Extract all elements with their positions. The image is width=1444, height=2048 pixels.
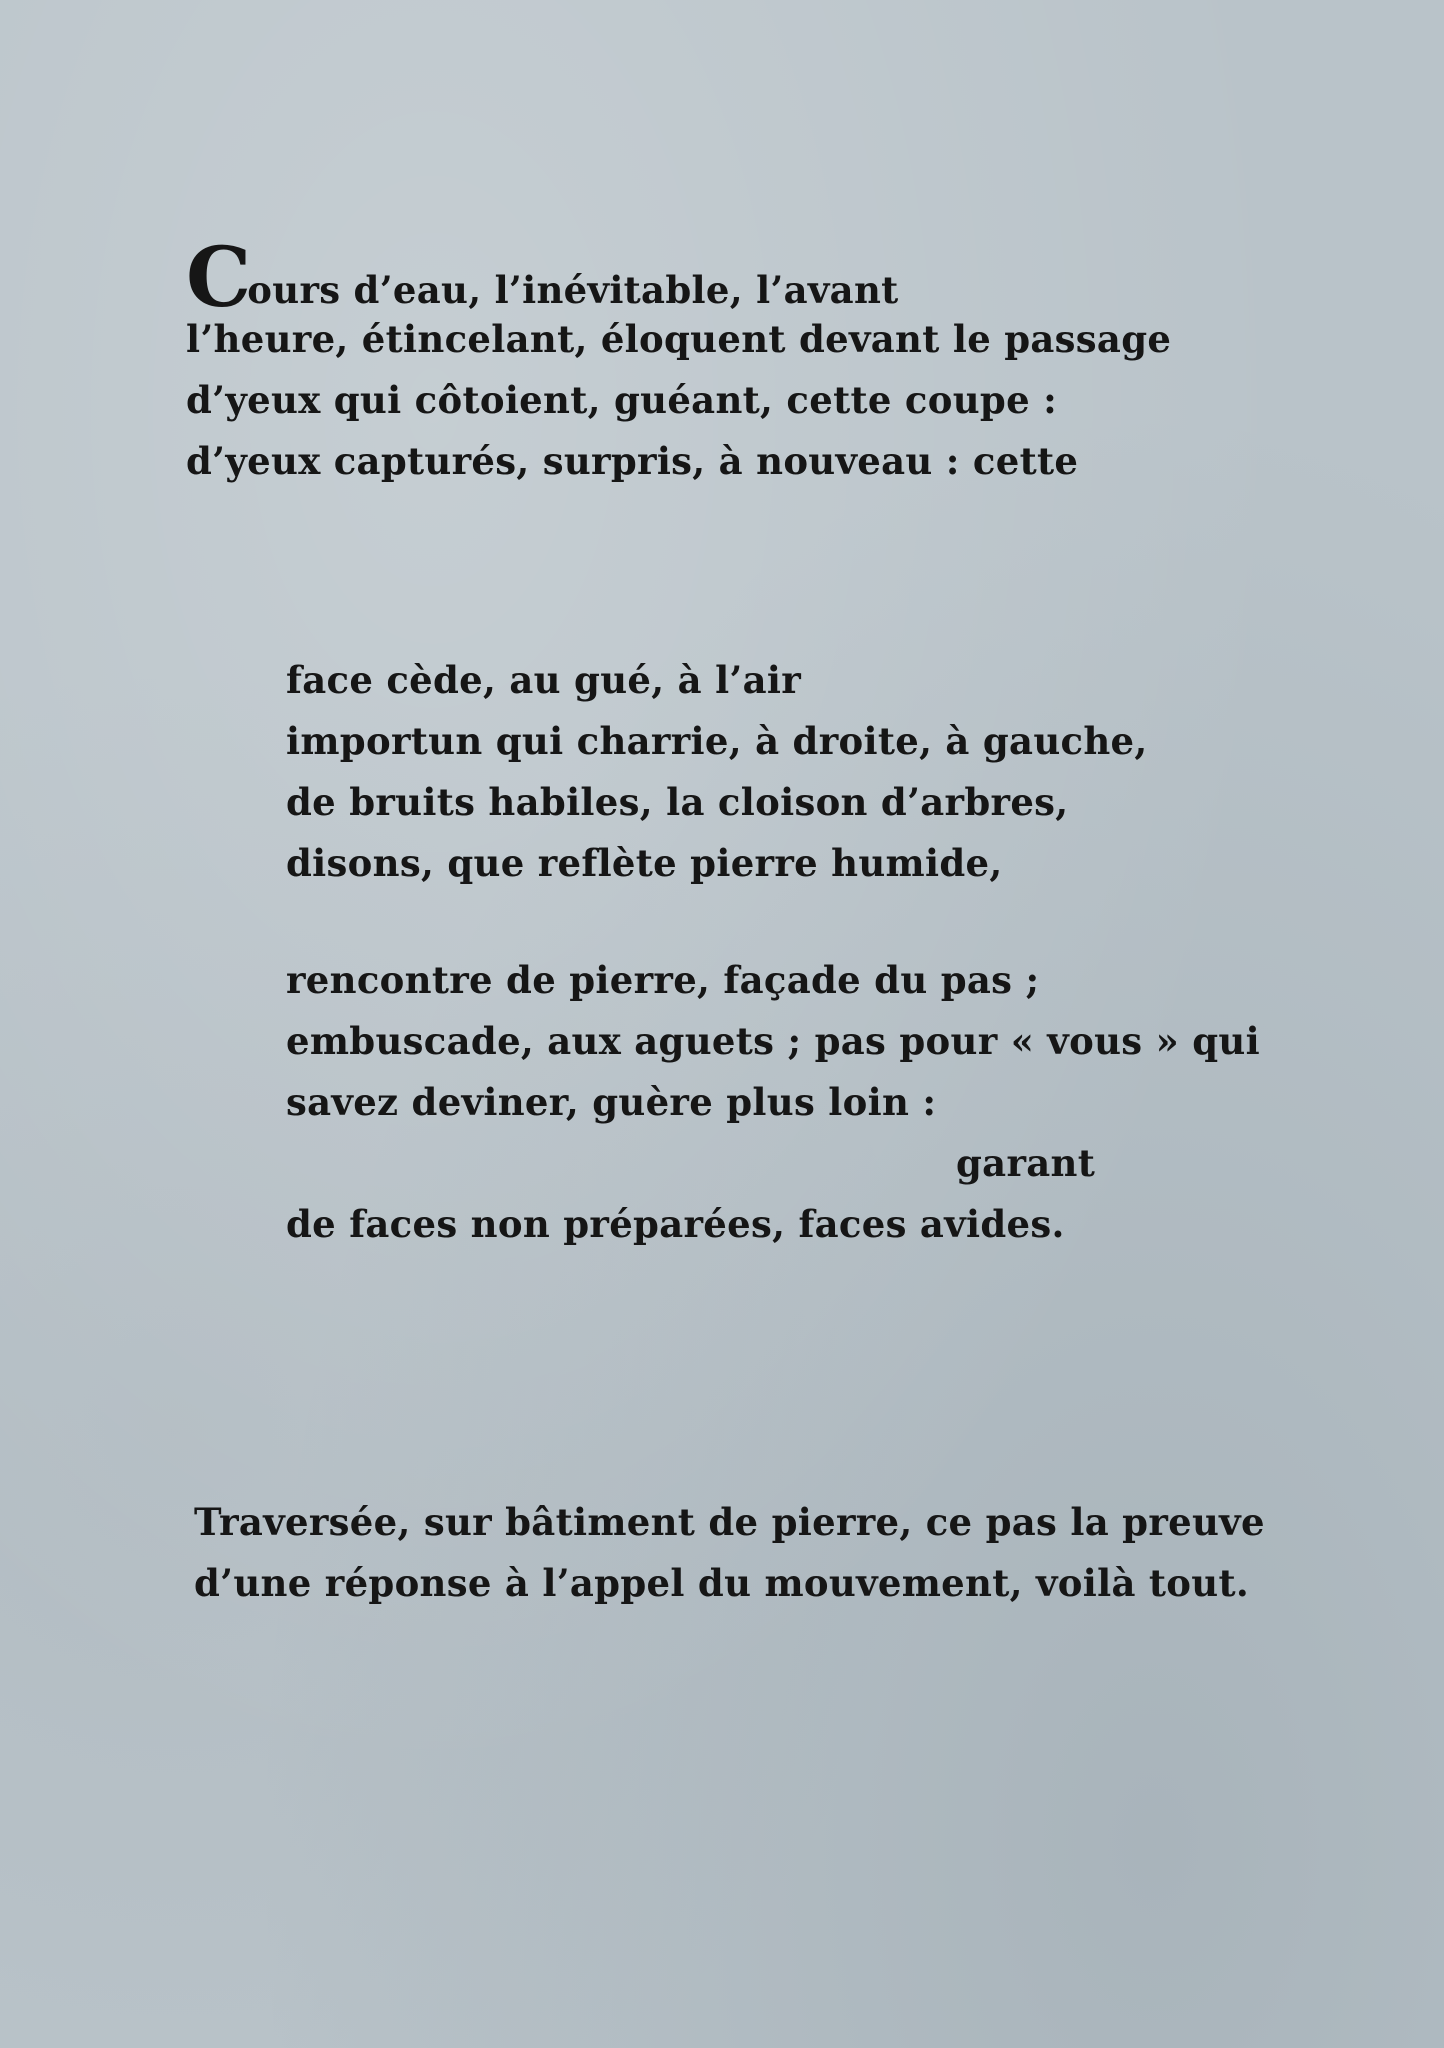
stanza-4-line-1: Traversée, sur bâtiment de pierre, ce pas la preuve [194, 1500, 1265, 1544]
stanza-2-line-3: de bruits habiles, la cloison d’arbres, [286, 780, 1069, 824]
stanza-4-line-2: d’une réponse à l’appel du mouvement, voilà tout. [194, 1561, 1250, 1605]
stanza-3-line-3: savez deviner, guère plus loin : [286, 1080, 937, 1124]
stanza-3-line-2: embuscade, aux aguets ; pas pour « vous » qui [286, 1019, 1260, 1063]
stanza-1-line-1-text: ours d’eau, l’inévitable, l’avant [247, 268, 899, 312]
stanza-3-line-1: rencontre de pierre, façade du pas ; [286, 958, 1040, 1002]
stanza-2-line-4: disons, que reflète pierre humide, [286, 841, 1003, 885]
stanza-3-line-5: de faces non préparées, faces avides. [286, 1202, 1065, 1246]
stanza-2 [286, 650, 1148, 894]
drop-cap: C [186, 230, 250, 326]
stanza-1-line-1 [186, 230, 1171, 326]
stanza-2-line-1: face cède, au gué, à l’air [286, 658, 802, 702]
stanza-1-line-3: d’yeux qui côtoient, guéant, cette coupe : [186, 378, 1058, 422]
stanza-4 [194, 1492, 1265, 1614]
stanza-3-line-4: garant [956, 1141, 1096, 1185]
stanza-1-line-4: d’yeux capturés, surpris, à nouveau : cette [186, 439, 1079, 483]
stanza-1 [186, 230, 1172, 492]
stanza-1-line-2: l’heure, étincelant, éloquent devant le passage [186, 317, 1172, 361]
stanza-2-line-2: importun qui charrie, à droite, à gauche, [286, 719, 1148, 763]
stanza-3 [286, 950, 1260, 1255]
